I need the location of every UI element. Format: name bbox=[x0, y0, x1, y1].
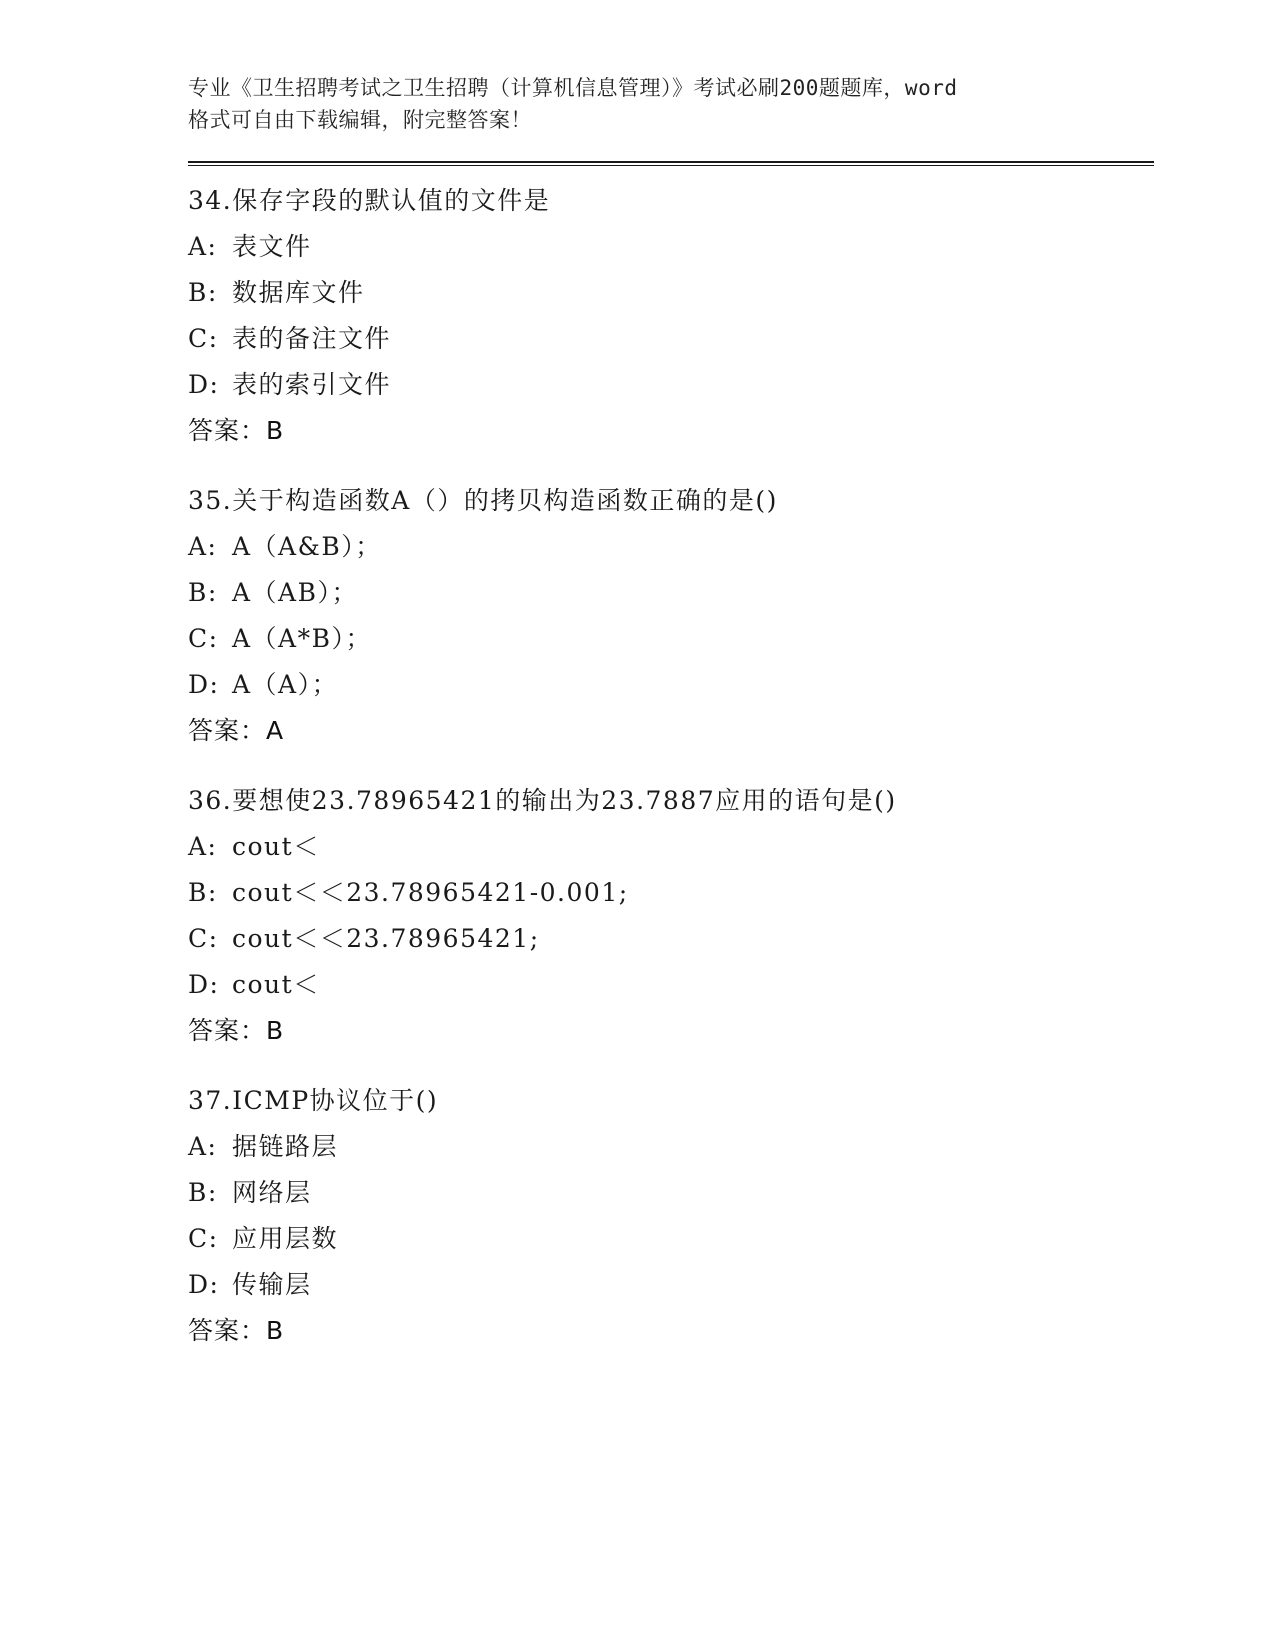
document-page bbox=[188, 72, 1154, 1378]
option-letter: A: bbox=[188, 1132, 218, 1161]
option-text: cout＜＜23.78965421-0.001; bbox=[232, 878, 629, 907]
answer-line: 答案：A bbox=[188, 716, 285, 745]
option-text: cout＜＜23.78965421; bbox=[232, 924, 540, 953]
option-a bbox=[188, 1124, 1154, 1170]
header-divider-thin bbox=[188, 165, 1154, 166]
header-line-2: 格式可自由下载编辑，附完整答案！ bbox=[188, 108, 532, 132]
option-text: A（AB）； bbox=[232, 578, 358, 607]
option-text: 数据库文件 bbox=[232, 278, 365, 307]
option-letter: C: bbox=[188, 924, 219, 953]
option-text: 表的备注文件 bbox=[232, 324, 392, 353]
option-text: cout＜ bbox=[232, 970, 320, 999]
question-stem: 34.保存字段的默认值的文件是 bbox=[188, 186, 551, 215]
option-letter: D: bbox=[188, 970, 220, 999]
option-text: A（A*B）； bbox=[232, 624, 372, 653]
question-stem: 37.ICMP协议位于() bbox=[188, 1086, 439, 1115]
option-letter: A: bbox=[188, 832, 218, 861]
option-c bbox=[188, 916, 1154, 962]
option-d bbox=[188, 1262, 1154, 1308]
option-text: cout＜ bbox=[232, 832, 320, 861]
option-text: 应用层数 bbox=[232, 1224, 339, 1253]
option-d bbox=[188, 662, 1154, 708]
option-text: 表的索引文件 bbox=[232, 370, 392, 399]
option-c bbox=[188, 1216, 1154, 1262]
option-c bbox=[188, 616, 1154, 662]
option-a bbox=[188, 224, 1154, 270]
option-text: 网络层 bbox=[232, 1178, 312, 1207]
answer-line: 答案：B bbox=[188, 1316, 285, 1345]
option-a bbox=[188, 524, 1154, 570]
question-stem: 35.关于构造函数A（）的拷贝构造函数正确的是() bbox=[188, 486, 778, 515]
option-text: A（A&B）； bbox=[232, 532, 382, 561]
question-34 bbox=[188, 178, 1154, 454]
document-header bbox=[188, 72, 1154, 136]
option-b bbox=[188, 1170, 1154, 1216]
option-letter: B: bbox=[188, 878, 218, 907]
option-letter: C: bbox=[188, 1224, 219, 1253]
option-letter: B: bbox=[188, 278, 218, 307]
option-letter: A: bbox=[188, 232, 218, 261]
option-letter: A: bbox=[188, 532, 218, 561]
header-divider-thick bbox=[188, 161, 1154, 163]
option-text: 传输层 bbox=[232, 1270, 312, 1299]
option-b bbox=[188, 870, 1154, 916]
option-letter: C: bbox=[188, 624, 219, 653]
question-36 bbox=[188, 778, 1154, 1054]
option-letter: C: bbox=[188, 324, 219, 353]
question-35 bbox=[188, 478, 1154, 754]
option-a bbox=[188, 824, 1154, 870]
option-letter: B: bbox=[188, 1178, 218, 1207]
answer-line: 答案：B bbox=[188, 1016, 285, 1045]
question-list bbox=[188, 178, 1154, 1354]
header-line-1: 专业《卫生招聘考试之卫生招聘（计算机信息管理）》考试必刷200题题库，word bbox=[188, 76, 958, 100]
option-b bbox=[188, 570, 1154, 616]
question-37 bbox=[188, 1078, 1154, 1354]
option-text: 据链路层 bbox=[232, 1132, 339, 1161]
question-stem: 36.要想使23.78965421的输出为23.7887应用的语句是() bbox=[188, 786, 897, 815]
option-d bbox=[188, 362, 1154, 408]
option-letter: B: bbox=[188, 578, 218, 607]
option-text: 表文件 bbox=[232, 232, 312, 261]
option-letter: D: bbox=[188, 1270, 220, 1299]
answer-line: 答案：B bbox=[188, 416, 285, 445]
option-text: A（A）； bbox=[232, 670, 339, 699]
option-letter: D: bbox=[188, 370, 220, 399]
option-c bbox=[188, 316, 1154, 362]
option-letter: D: bbox=[188, 670, 220, 699]
option-b bbox=[188, 270, 1154, 316]
option-d bbox=[188, 962, 1154, 1008]
